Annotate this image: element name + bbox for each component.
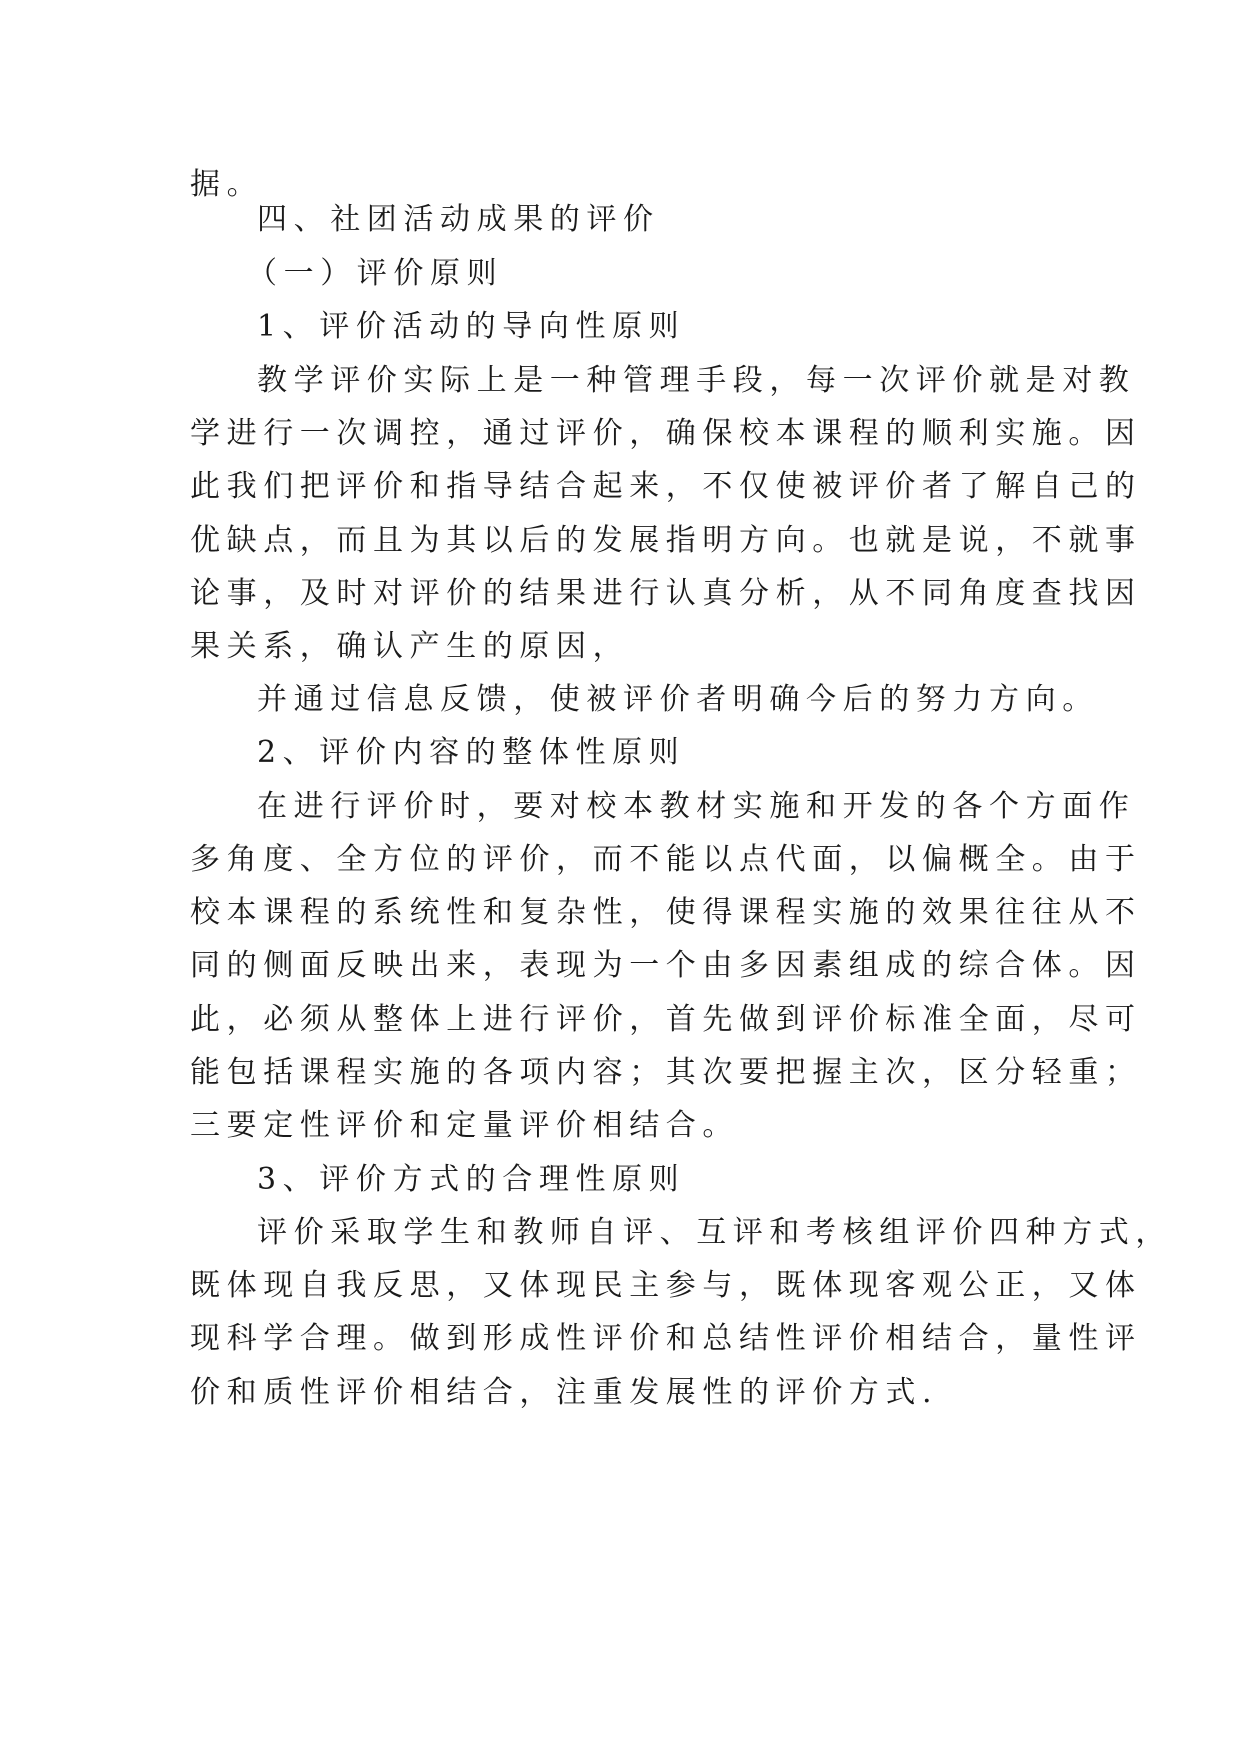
paragraph-continuation: 据。 bbox=[190, 167, 264, 202]
paragraph-line: 三要定性评价和定量评价相结合。 bbox=[190, 1108, 739, 1143]
paragraph-line: 学进行一次调控，通过评价，确保校本课程的顺利实施。因 bbox=[190, 416, 1142, 451]
paragraph-line: 现科学合理。做到形成性评价和总结性评价相结合，量性评 bbox=[190, 1321, 1142, 1356]
paragraph-line: 多角度、全方位的评价，而不能以点代面，以偏概全。由于 bbox=[190, 842, 1142, 877]
paragraph-line: 教学评价实际上是一种管理手段，每一次评价就是对教 bbox=[257, 363, 1136, 398]
paragraph-line: 优缺点，而且为其以后的发展指明方向。也就是说，不就事 bbox=[190, 523, 1142, 558]
paragraph-line: 既体现自我反思，又体现民主参与，既体现客观公正，又体 bbox=[190, 1268, 1142, 1303]
paragraph-line: 校本课程的系统性和复杂性，使得课程实施的效果往往从不 bbox=[190, 895, 1142, 930]
paragraph-line: 此，必须从整体上进行评价，首先做到评价标准全面，尽可 bbox=[190, 1002, 1142, 1037]
principle-heading-2: 2、评价内容的整体性原则 bbox=[257, 735, 686, 770]
subsection-heading: （一）评价原则 bbox=[247, 256, 504, 291]
paragraph-line: 价和质性评价相结合，注重发展性的评价方式. bbox=[190, 1375, 939, 1410]
principle-heading-3: 3、评价方式的合理性原则 bbox=[257, 1162, 686, 1197]
paragraph-line: 并通过信息反馈，使被评价者明确今后的努力方向。 bbox=[257, 682, 1099, 717]
paragraph-line: 果关系，确认产生的原因， bbox=[190, 629, 630, 664]
paragraph-line: 能包括课程实施的各项内容；其次要把握主次，区分轻重； bbox=[190, 1055, 1142, 1090]
principle-heading-1: 1、评价活动的导向性原则 bbox=[257, 309, 686, 344]
paragraph-line: 评价采取学生和教师自评、互评和考核组评价四种方式， bbox=[257, 1215, 1172, 1250]
paragraph-line: 在进行评价时，要对校本教材实施和开发的各个方面作 bbox=[257, 789, 1136, 824]
paragraph-line: 论事，及时对评价的结果进行认真分析，从不同角度查找因 bbox=[190, 576, 1142, 611]
paragraph-line: 此我们把评价和指导结合起来，不仅使被评价者了解自己的 bbox=[190, 469, 1142, 504]
paragraph-line: 同的侧面反映出来，表现为一个由多因素组成的综合体。因 bbox=[190, 948, 1142, 983]
section-heading: 四、社团活动成果的评价 bbox=[257, 202, 660, 237]
